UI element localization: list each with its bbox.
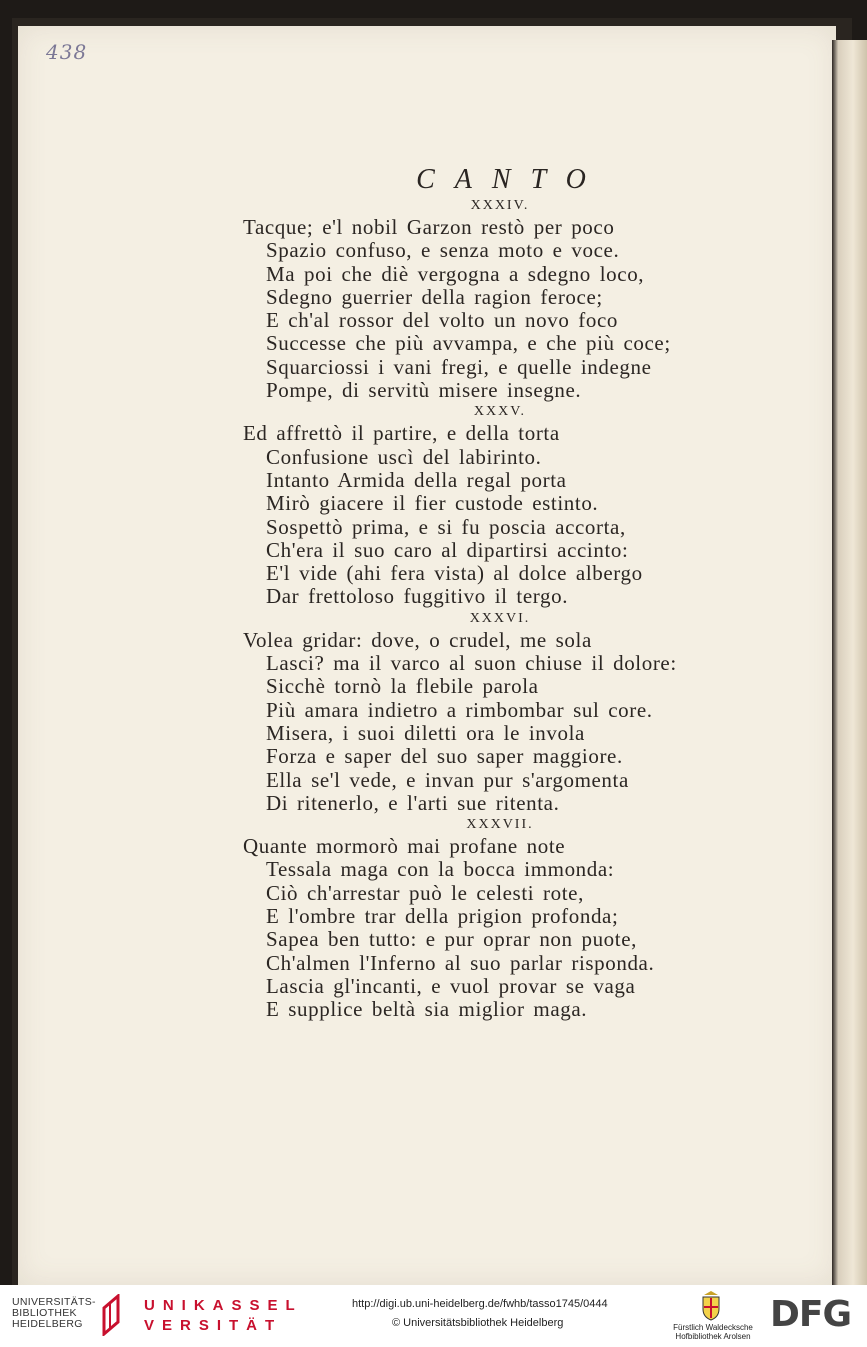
verse-line: E supplice beltà sia miglior maga. (266, 997, 588, 1022)
copyright-notice: © Universitätsbibliothek Heidelberg (392, 1317, 564, 1329)
heidelberg-line: BIBLIOTHEK (12, 1307, 77, 1319)
verse-line: Ella se'l vede, e invan pur s'argomenta (266, 767, 629, 792)
verse-line: Volea gridar: dove, o crudel, me sola (243, 627, 592, 652)
uni-kassel-logo[interactable] (144, 1296, 303, 1336)
verse-line: Intanto Armida della regal porta (266, 467, 567, 492)
verse-line: Lasci? ma il varco al suon chiuse il dolore: (266, 651, 677, 676)
verse-line: Sospettò prima, e si fu poscia accorta, (266, 514, 626, 539)
verse-line: Tessala maga con la bocca immonda: (266, 857, 615, 882)
arolsen-line: Hofbibliothek Arolsen (675, 1332, 751, 1341)
stanza-number: XXXV. (473, 404, 527, 420)
verse-line: Ciò ch'arrestar può le celesti rote, (266, 880, 584, 905)
verse-line: Forza e saper del suo saper maggiore. (266, 744, 623, 769)
verse-line: Di ritenerlo, e l'arti sue ritenta. (266, 790, 560, 815)
stanza-number: XXXVII. (466, 817, 534, 833)
verse-line: Successe che più avvampa, e che più coce; (266, 331, 671, 356)
verse-line: Ed affrettò il partire, e della torta (243, 421, 560, 446)
poem-text (0, 196, 867, 1022)
verse-line: E'l vide (ahi fera vista) al dolce albergo (266, 561, 643, 586)
heidelberg-line: UNIVERSITÄTS- (12, 1296, 96, 1308)
verse-line: Sicchè tornò la flebile parola (266, 674, 539, 699)
verse-line: Ch'era il suo caro al dipartirsi accinto: (266, 537, 629, 562)
arolsen-crest-icon (700, 1289, 722, 1321)
page-number: 438 (46, 40, 88, 64)
kassel-line-2: VERSITÄT (144, 1317, 283, 1334)
verse-line: Sdegno guerrier della ragion feroce; (266, 284, 603, 309)
kassel-line-1: UNIKASSEL (144, 1297, 303, 1314)
arolsen-library-name[interactable] (668, 1323, 758, 1341)
verse-line: Pompe, di servitù misere insegne. (266, 378, 582, 403)
verse-line: Lascia gl'incanti, e vuol provar se vaga (266, 973, 636, 998)
verse-line: Dar frettoloso fuggitivo il tergo. (266, 584, 569, 609)
verse-line: Più amara indietro a rimbombar sul core. (266, 697, 653, 722)
heidelberg-line: HEIDELBERG (12, 1318, 83, 1330)
heidelberg-library-name[interactable] (12, 1297, 96, 1330)
verse-line: Spazio confuso, e senza moto e voce. (266, 238, 620, 263)
verse-line: E l'ombre trar della prigion profonda; (266, 904, 619, 929)
verse-line: Tacque; e'l nobil Garzon restò per poco (243, 215, 615, 239)
dfg-logo[interactable]: DFG (770, 1294, 852, 1335)
canto-title: CANTO (416, 164, 606, 195)
verse-line: E ch'al rossor del volto un novo foco (266, 308, 619, 333)
verse-line: Ch'almen l'Inferno al suo parlar risponda. (266, 950, 655, 975)
stanza-number: XXXIV. (470, 198, 530, 213)
verse-line: Misera, i suoi diletti ora le invola (266, 720, 585, 745)
verse-line: Squarciossi i vani fregi, e quelle indegne (266, 354, 652, 379)
footer-bar (0, 1285, 867, 1347)
verse-line: Ma poi che diè vergogna a sdegno loco, (266, 261, 645, 286)
permalink-url[interactable]: http://digi.ub.uni-heidelberg.de/fwhb/tasso1745/0444 (352, 1298, 608, 1310)
stanza-number: XXXVI. (469, 610, 531, 626)
arolsen-line: Fürstlich Waldecksche (673, 1323, 753, 1332)
verse-line: Quante mormorò mai profane note (243, 834, 566, 859)
verse-line: Sapea ben tutto: e pur oprar non puote, (266, 927, 637, 952)
verse-line: Mirò giacere il fier custode estinto. (266, 491, 599, 516)
verse-line: Confusione uscì del labirinto. (266, 444, 542, 469)
heidelberg-logo-icon[interactable] (98, 1294, 124, 1336)
